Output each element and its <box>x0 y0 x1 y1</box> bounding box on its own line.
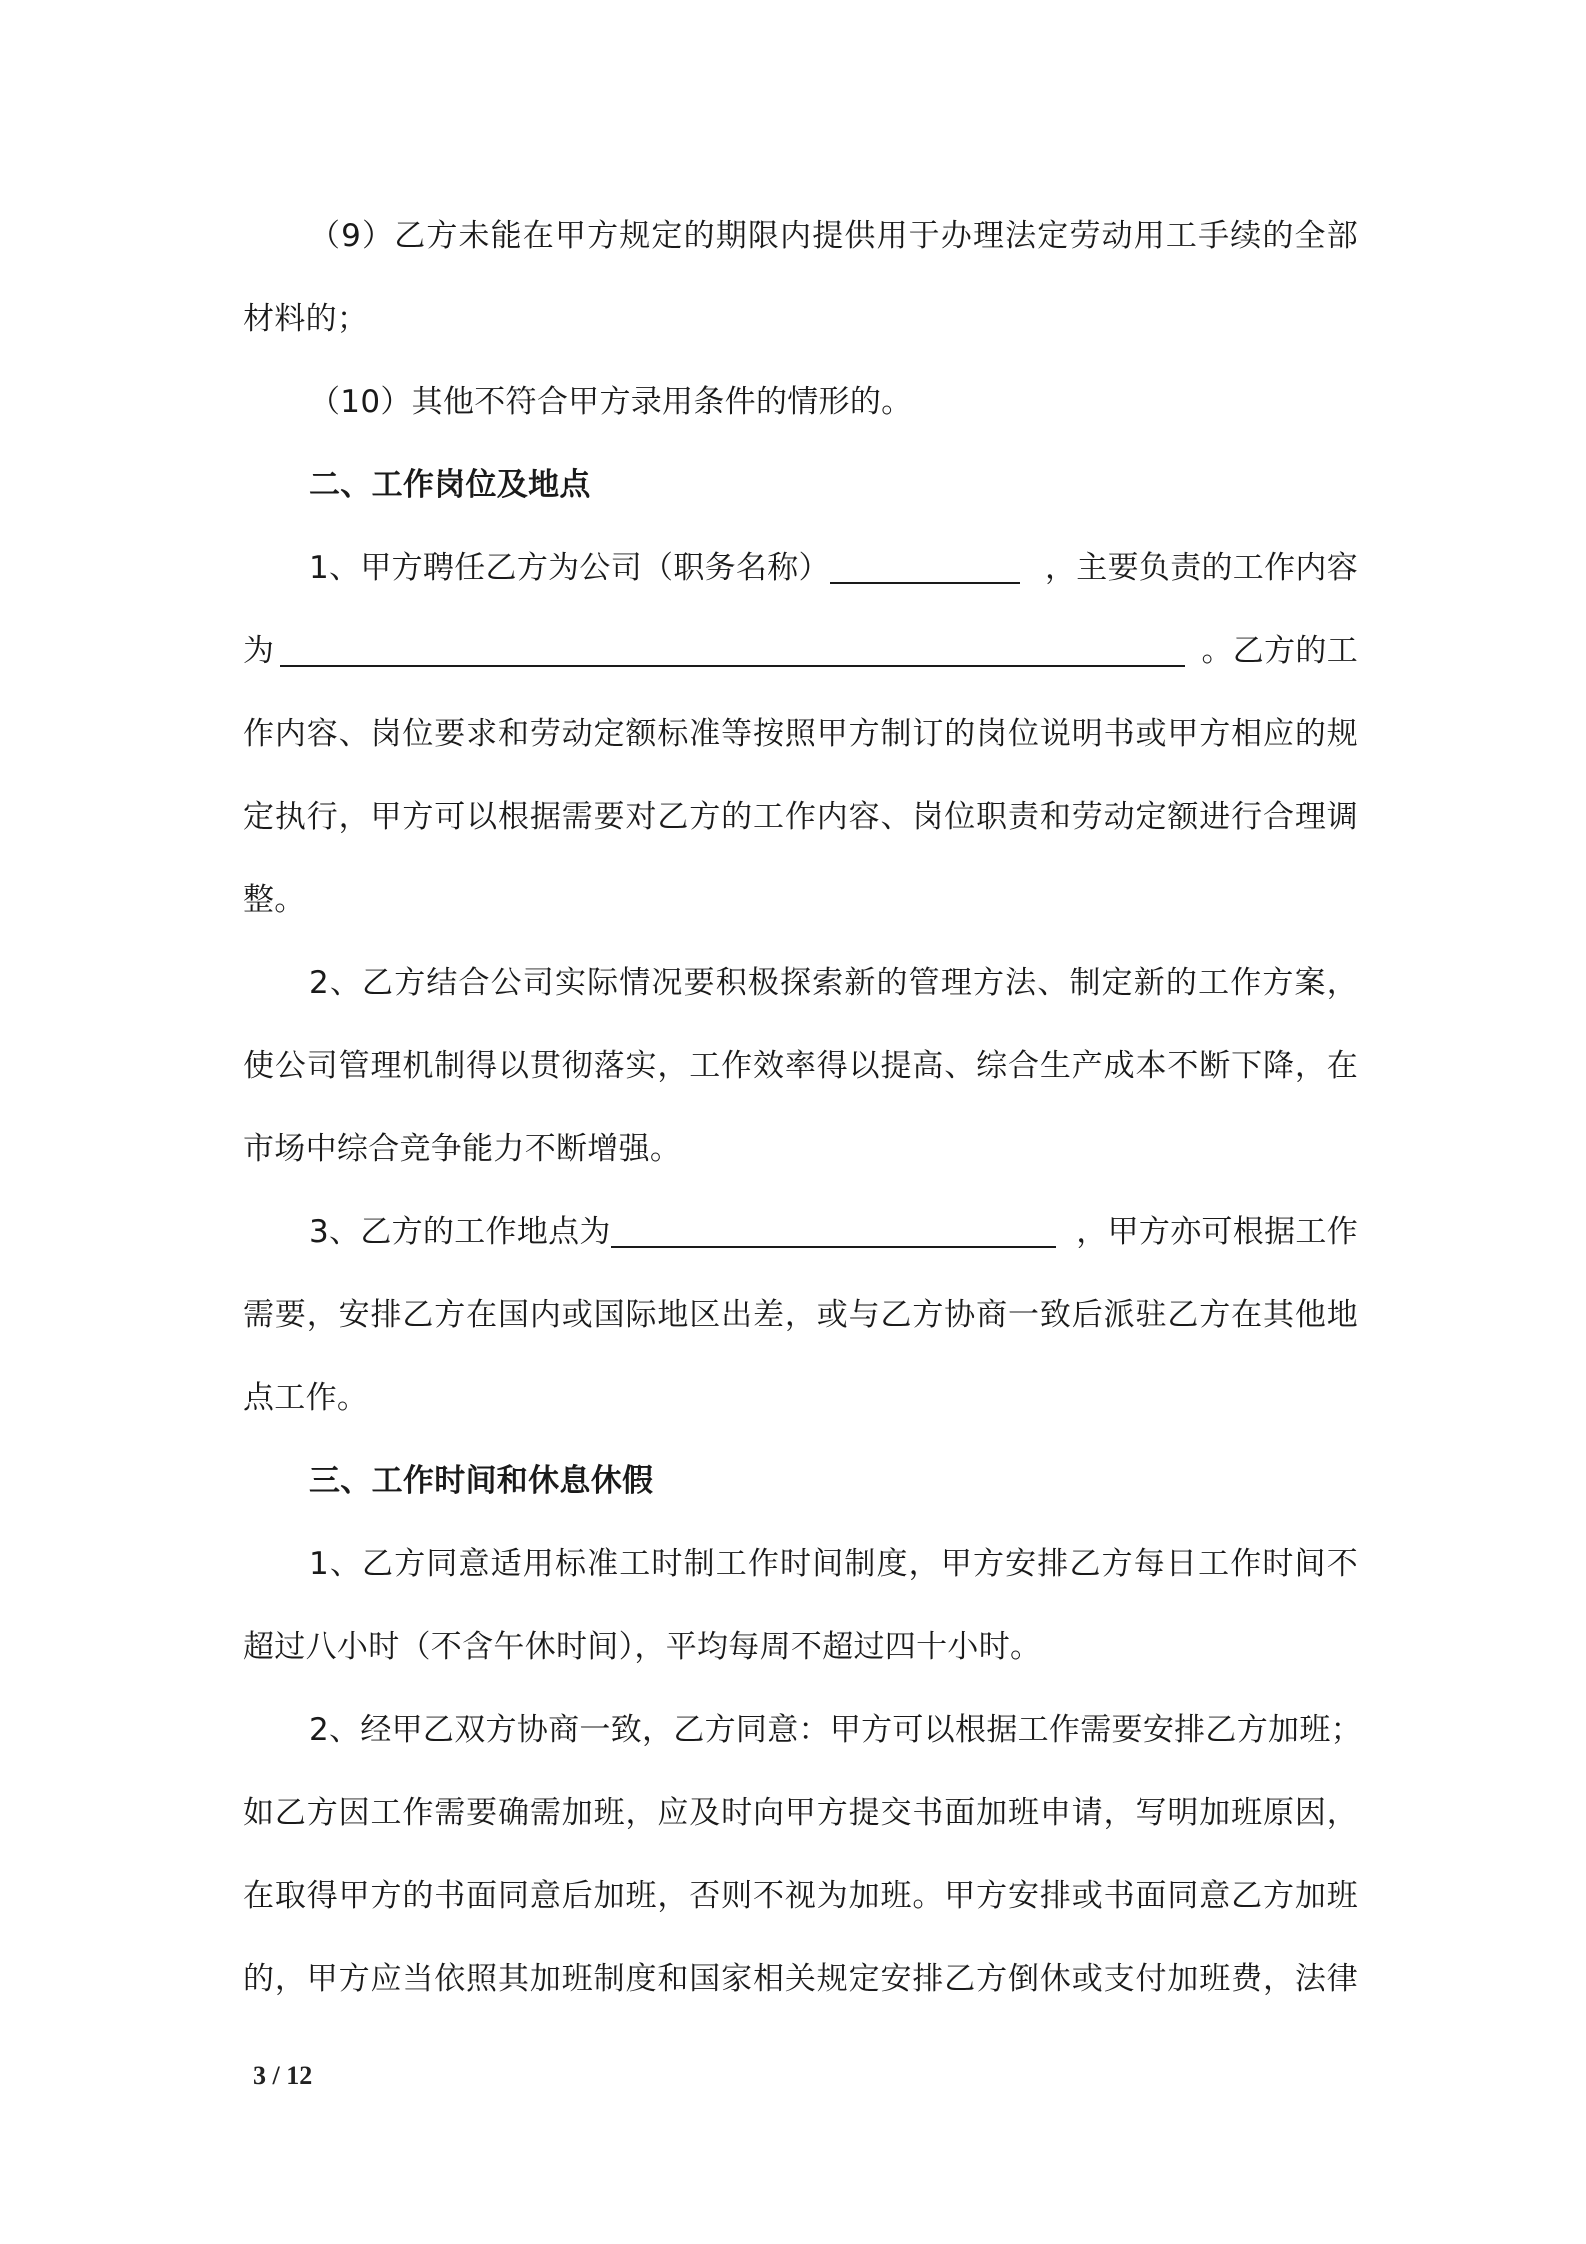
paragraph-line: 的，甲方应当依照其加班制度和国家相关规定安排乙方倒休或支付加班费，法律 <box>243 1961 1358 1997</box>
paragraph-line: 在取得甲方的书面同意后加班，否则不视为加班。甲方安排或书面同意乙方加班 <box>243 1878 1358 1914</box>
paragraph-line: 市场中综合竞争能力不断增强。 <box>243 1131 682 1167</box>
page-number: 3 / 12 <box>253 2061 313 2090</box>
paragraph-line: 整。 <box>243 882 306 918</box>
paragraph-line: 作内容、岗位要求和劳动定额标准等按照甲方制订的岗位说明书或甲方相应的规 <box>243 716 1358 752</box>
paragraph-line: 3、乙方的工作地点为 ，甲方亦可根据工作 <box>243 1191 1358 1274</box>
blank-work-location[interactable] <box>611 1206 1056 1248</box>
paragraph-line: 为 。乙方的工 <box>243 610 1358 693</box>
section-heading: 二、工作岗位及地点 <box>309 467 591 503</box>
section-heading: 三、工作时间和休息休假 <box>309 1463 654 1499</box>
paragraph-line: 超过八小时（不含午休时间），平均每周不超过四十小时。 <box>243 1629 1042 1665</box>
paragraph-line: 如乙方因工作需要确需加班，应及时向甲方提交书面加班申请，写明加班原因， <box>243 1795 1358 1831</box>
paragraph-line: 1、甲方聘任乙方为公司（职务名称） ，主要负责的工作内容 <box>243 527 1358 610</box>
paragraph-line: 点工作。 <box>243 1380 369 1416</box>
paragraph-line: 2、经甲乙双方协商一致，乙方同意：甲方可以根据工作需要安排乙方加班； <box>309 1712 1362 1748</box>
paragraph-line: 需要，安排乙方在国内或国际地区出差，或与乙方协商一致后派驻乙方在其他地 <box>243 1297 1358 1333</box>
paragraph-line: （10）其他不符合甲方录用条件的情形的。 <box>309 384 913 420</box>
document-body <box>243 195 1362 2021</box>
paragraph-line: 使公司管理机制得以贯彻落实，工作效率得以提高、综合生产成本不断下降，在 <box>243 1048 1358 1084</box>
blank-job-content[interactable] <box>280 625 1185 667</box>
paragraph-line: 材料的； <box>243 301 369 337</box>
blank-position-title[interactable] <box>830 542 1020 584</box>
paragraph-line: 1、乙方同意适用标准工时制工作时间制度，甲方安排乙方每日工作时间不 <box>309 1546 1358 1582</box>
paragraph-line: 定执行，甲方可以根据需要对乙方的工作内容、岗位职责和劳动定额进行合理调 <box>243 799 1358 835</box>
paragraph-line: 2、乙方结合公司实际情况要积极探索新的管理方法、制定新的工作方案， <box>309 965 1358 1001</box>
paragraph-line: （9）乙方未能在甲方规定的期限内提供用于办理法定劳动用工手续的全部 <box>309 218 1358 254</box>
